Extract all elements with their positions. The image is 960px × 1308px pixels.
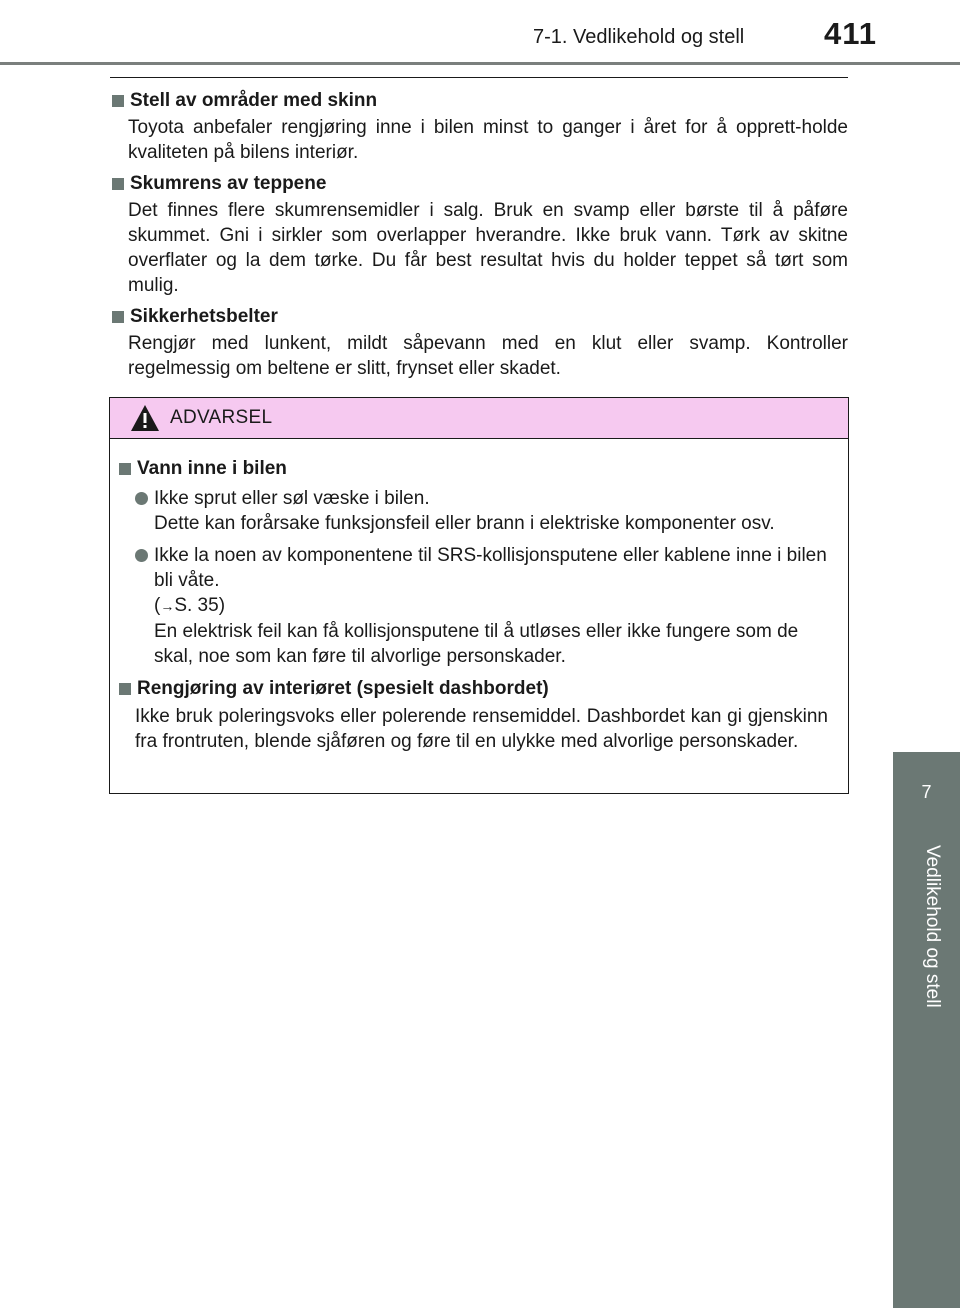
- square-bullet-icon: [119, 683, 131, 695]
- round-bullet-icon: [135, 492, 148, 505]
- warning-box: [109, 397, 849, 794]
- warning-group-heading-text: Rengjøring av interiøret (spesielt dashbordet): [137, 678, 549, 699]
- warning-group-heading-text: Vann inne i bilen: [137, 458, 287, 479]
- section-heading-text: Stell av områder med skinn: [130, 90, 378, 111]
- chapter-label: Vedlikehold og stell: [922, 845, 943, 1008]
- warning-item-line: En elektrisk feil kan få kollisjonsputene til å utløses eller ikke fungere som de skal, noe som kan føre til alvorlige personskader.: [154, 621, 799, 667]
- warning-body: [110, 439, 848, 754]
- header-rule: [0, 62, 960, 65]
- section-body: Det finnes flere skumrensemidler i salg. Bruk en svamp eller børste til å påføre skummet. Gni i sirkler som overlapper hverandre. Ikke bruk vann. Tørk av skitne overflater og la dem tørke. Du får best resultat hvis du holder teppet så tørt som mulig.: [128, 200, 848, 296]
- warning-header: [110, 398, 848, 439]
- square-bullet-icon: [112, 95, 124, 107]
- page-reference[interactable]: (→S. 35): [154, 595, 226, 616]
- content-top-rule: [110, 77, 848, 78]
- page-number: 411: [824, 16, 878, 51]
- section-heading: [110, 88, 848, 114]
- warning-group-heading: [117, 456, 840, 482]
- section-seatbelts: [110, 304, 848, 381]
- running-header-section: 7-1. Vedlikehold og stell: [533, 26, 745, 48]
- warning-group-heading: [117, 676, 840, 702]
- section-heading-text: Skumrens av teppene: [130, 173, 327, 194]
- round-bullet-icon: [135, 549, 148, 562]
- warning-item-line: Dette kan forårsake funksjonsfeil eller brann i elektriske komponenter osv.: [154, 513, 775, 534]
- warning-item: [135, 543, 840, 669]
- chapter-number: 7: [921, 781, 932, 802]
- section-heading-text: Sikkerhetsbelter: [130, 306, 278, 327]
- main-content: [110, 88, 848, 387]
- section-body: Rengjør med lunkent, mildt såpevann med en klut eller svamp. Kontroller regelmessig om beltene er slitt, frynset eller skadet.: [128, 333, 848, 379]
- warning-item-line: Ikke la noen av komponentene til SRS-kollisjonsputene eller kablene inne i bilen bli våte.: [154, 545, 827, 591]
- section-heading: [110, 304, 848, 330]
- warning-title: ADVARSEL: [170, 407, 273, 428]
- section-body: Toyota anbefaler rengjøring inne i bilen minst to ganger i året for å opprett-holde kvaliteten på bilens interiør.: [128, 117, 848, 163]
- arrow-right-icon: →: [160, 598, 175, 614]
- warning-item: [135, 486, 840, 536]
- warning-group-body: Ikke bruk poleringsvoks eller polerende rensemiddel. Dashbordet kan gi gjenskinn fra frontruten, blende sjåføren og føre til en ulykke med alvorlige personskader.: [135, 706, 828, 752]
- warning-triangle-icon: [130, 404, 160, 432]
- chapter-tab: [893, 752, 960, 832]
- section-leather: [110, 88, 848, 165]
- section-carpet: [110, 171, 848, 298]
- warning-item-line: Ikke sprut eller søl væske i bilen.: [154, 488, 430, 509]
- square-bullet-icon: [119, 463, 131, 475]
- square-bullet-icon: [112, 178, 124, 190]
- square-bullet-icon: [112, 311, 124, 323]
- section-heading: [110, 171, 848, 197]
